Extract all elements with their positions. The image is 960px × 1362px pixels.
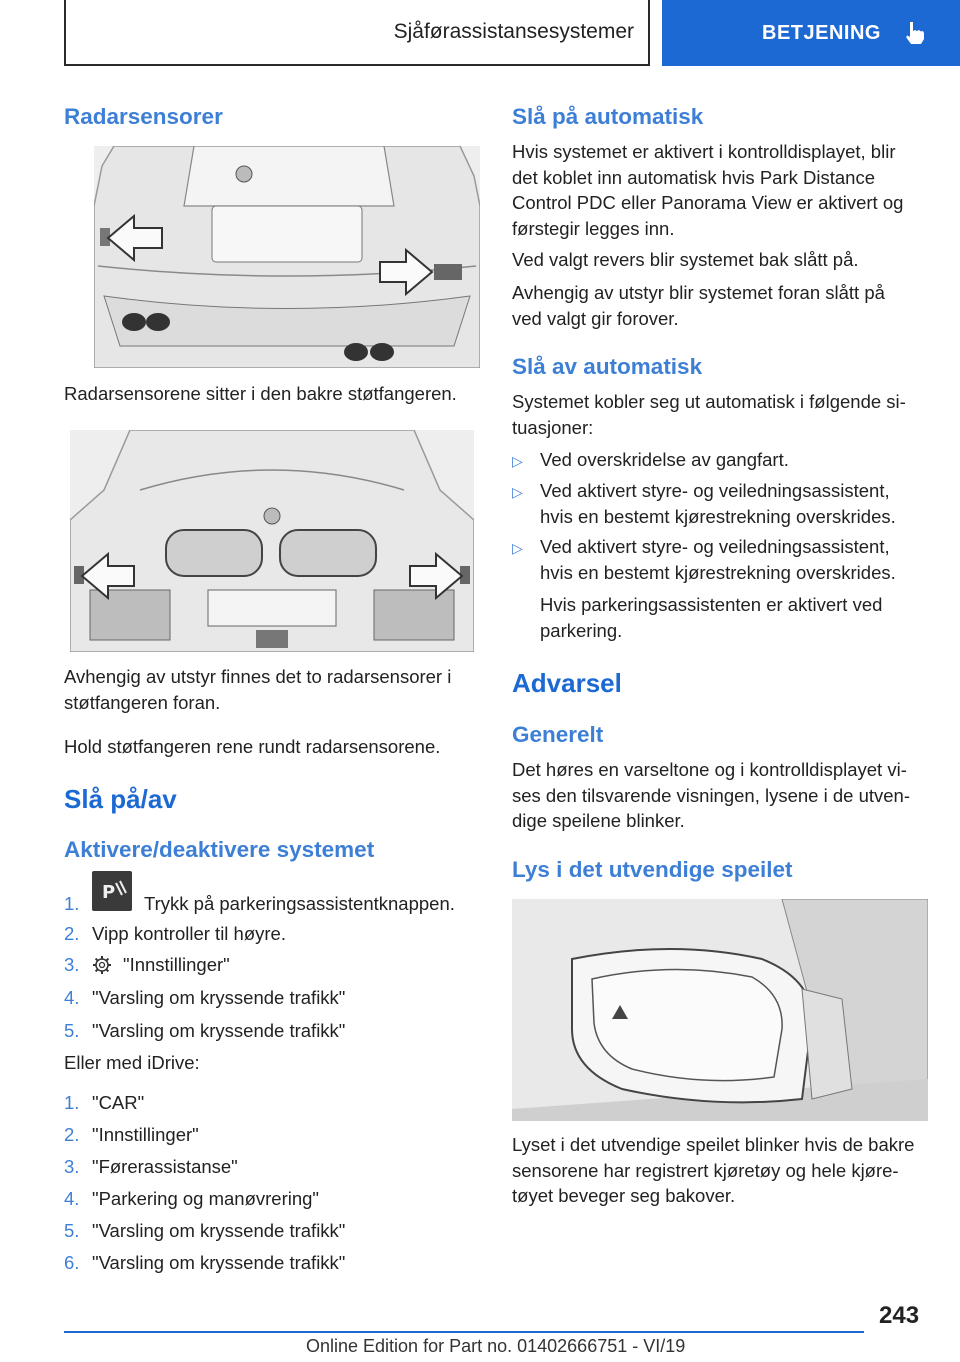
list-item (512, 534, 932, 585)
step-text: "Varsling om kryssende trafikk" (92, 987, 346, 1008)
list-item (512, 447, 932, 473)
running-header-section (64, 0, 650, 66)
step-number: 4. (64, 1188, 80, 1209)
bullet-triangle-icon: ▷ (512, 484, 523, 500)
running-header-chapter (662, 0, 960, 66)
bullet-text: Ved aktivert styre- og veiledningsassistent, (540, 536, 890, 557)
heading-on-off: Slå på/av (64, 784, 177, 814)
text-line: Systemet kobler seg ut automatisk i følgende si- (512, 391, 906, 412)
park-assist-button-icon (92, 871, 132, 911)
text-line: ved valgt gir forover. (512, 307, 679, 329)
bullet-text: hvis en bestemt kjørestrekning overskrides. (540, 505, 896, 527)
step-number: 1. (64, 1092, 80, 1113)
step-text: "Førerassistanse" (92, 1156, 238, 1177)
heading-general: Generelt (512, 722, 604, 747)
text-line: Hvis systemet er aktivert i kontrolldisplayet, blir (512, 141, 896, 162)
chapter-title: BETJENING (762, 21, 881, 44)
step-text: "Varsling om kryssende trafikk" (92, 1220, 346, 1241)
text-line: ses den tilsvarende visningen, lysene i de utven- (512, 784, 910, 806)
pointing-hand-icon (901, 20, 927, 46)
mirror-caption (512, 1132, 932, 1209)
text-line: Hvis parkeringsassistenten er aktivert ved (540, 594, 883, 615)
step-number: 3. (64, 954, 80, 975)
heading-auto-on: Slå på automatisk (512, 104, 704, 129)
text-line: det koblet inn automatisk hvis Park Distance (512, 166, 875, 188)
text-line: tøyet beveger seg bakover. (512, 1185, 736, 1206)
gear-icon (92, 955, 112, 975)
step-text: "Innstillinger" (123, 954, 230, 975)
step-text: "Varsling om kryssende trafikk" (92, 1252, 346, 1273)
step-number: 2. (64, 923, 80, 944)
heading-radar-sensors: Radarsensorer (64, 104, 223, 129)
text-line: Control PDC eller Panorama View er aktivert og (512, 192, 904, 213)
list-item (512, 478, 932, 529)
caption-line: støtfangeren foran. (64, 691, 221, 713)
step-text: "Innstillinger" (92, 1124, 199, 1145)
step-number: 3. (64, 1156, 80, 1177)
general-paragraph (512, 757, 932, 834)
caption-rear-sensors: Radarsensorene sitter i den bakre støtfangeren. (64, 383, 457, 404)
footer-edition: Online Edition for Part no. 01402666751 - VI/19 (306, 1336, 686, 1356)
step-text: "CAR" (92, 1092, 145, 1113)
bullet-text: Ved aktivert styre- og veiledningsassistent, (540, 480, 890, 501)
idrive-steps-list (64, 1092, 476, 1282)
auto-on-paragraph (512, 139, 932, 241)
step-text: "Parkering og manøvrering" (92, 1188, 320, 1209)
svg-text:P: P (102, 882, 116, 903)
text-line: parkering. (540, 619, 623, 641)
text-line: Avhengig av utstyr blir systemet foran slått på (512, 282, 885, 303)
front-bumper-illustration (70, 430, 474, 652)
heading-warning: Advarsel (512, 668, 622, 698)
step-text: Trykk på parkeringsassistentknappen. (144, 893, 455, 914)
text-line: sensorene har registrert kjøretøy og hele kjøre- (512, 1159, 899, 1181)
bullet-triangle-icon: ▷ (512, 540, 523, 556)
rear-bumper-illustration (94, 146, 480, 368)
step-number: 1. (64, 893, 80, 914)
text-line: Det høres en varseltone og i kontrolldisplayet vi- (512, 759, 907, 780)
step-number: 6. (64, 1252, 80, 1273)
heading-auto-off: Slå av automatisk (512, 354, 703, 379)
text-line: førstegir legges inn. (512, 217, 675, 239)
auto-on-reverse: Ved valgt revers blir systemet bak slått på. (512, 249, 859, 270)
bullet-triangle-icon: ▷ (512, 453, 523, 469)
bullet-text: Ved overskridelse av gangfart. (540, 449, 789, 470)
caption-keep-clean: Hold støtfangeren rene rundt radarsensorene. (64, 736, 441, 757)
bullet-continuation (512, 592, 932, 643)
auto-off-paragraph (512, 389, 932, 440)
step-text: Vipp kontroller til høyre. (92, 923, 286, 944)
step-number: 5. (64, 1220, 80, 1241)
step-number: 5. (64, 1020, 80, 1041)
auto-on-forward (512, 280, 932, 331)
list-item (64, 865, 476, 914)
step-number: 2. (64, 1124, 80, 1145)
text-line: Lyset i det utvendige speilet blinker hvis de bakre (512, 1134, 915, 1155)
footer-rule (64, 1331, 864, 1333)
section-title: Sjåførassistansesystemer (393, 20, 634, 43)
text-line: dige speilene blinker. (512, 810, 685, 831)
caption-line: Avhengig av utstyr finnes det to radarsensorer i (64, 666, 452, 687)
text-line: tuasjoner: (512, 416, 594, 438)
step-text: "Varsling om kryssende trafikk" (92, 1020, 346, 1041)
bullet-text: hvis en bestemt kjørestrekning overskrides. (540, 561, 896, 583)
page-number: 243 (879, 1302, 920, 1329)
step-number: 4. (64, 987, 80, 1008)
heading-mirror-light: Lys i det utvendige speilet (512, 857, 793, 882)
heading-activate-system: Aktivere/deaktivere systemet (64, 837, 375, 862)
steps-list (64, 865, 476, 1065)
side-mirror-illustration (512, 899, 928, 1121)
caption-front-sensors (64, 664, 476, 715)
or-idrive-label: Eller med iDrive: (64, 1052, 200, 1073)
